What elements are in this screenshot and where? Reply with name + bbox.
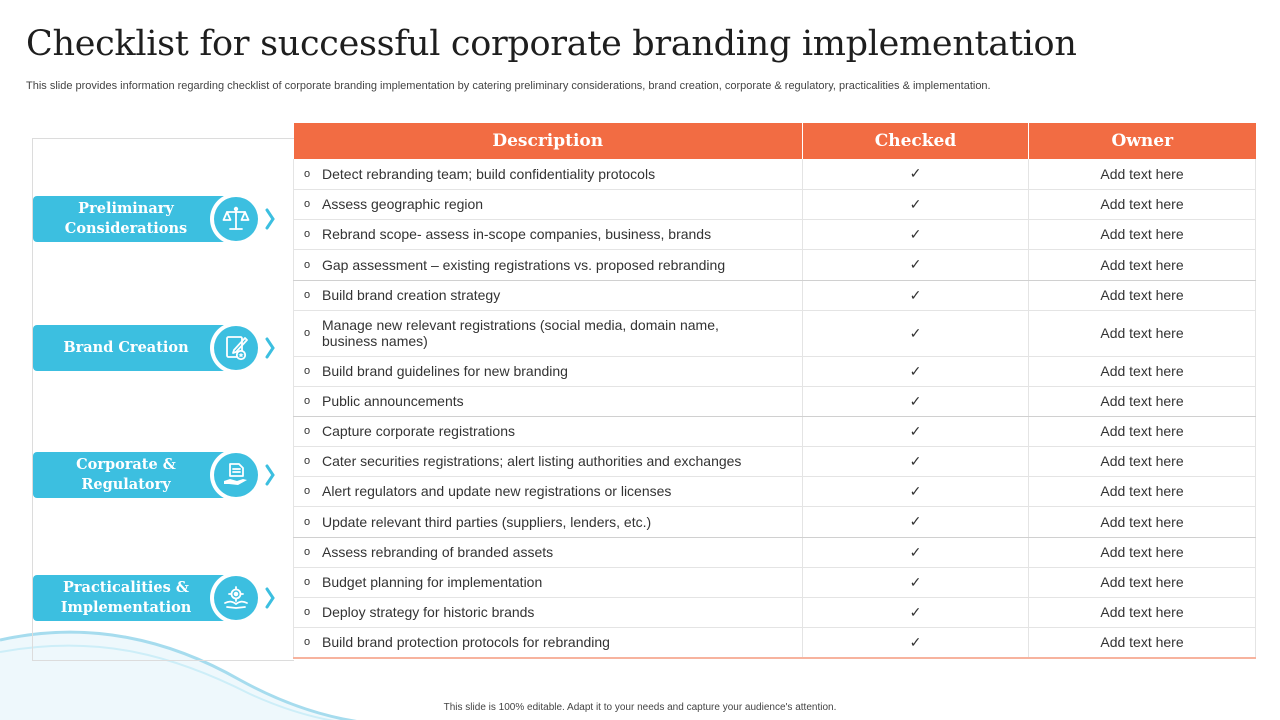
page-title: Checklist for successful corporate branding implementation [26,24,1077,64]
table-row [294,506,1256,537]
row-description: Budget planning for implementation [322,574,543,590]
checkmark-icon: ✓ [803,356,1029,386]
header-checked: Checked [803,123,1029,159]
table-row [294,597,1256,627]
table-row [294,416,1256,446]
row-description: Cater securities registrations; alert listing authorities and exchanges [322,453,742,469]
bullet-icon: o [304,546,311,558]
chevron-right-icon [264,585,276,611]
category-label: Preliminary Considerations [64,200,188,237]
table-row [294,386,1256,416]
bullet-icon: o [304,485,311,497]
bullet-icon: o [304,258,311,271]
row-owner: Add text here [1029,416,1256,446]
bullet-icon: o [304,425,311,437]
checkmark-icon: ✓ [803,597,1029,627]
table-row [294,446,1256,476]
table-row [294,280,1256,310]
row-description: Build brand protection protocols for rebranding [322,634,610,651]
row-owner: Add text here [1029,189,1256,219]
edit-document-icon [214,326,258,370]
bullet-icon: o [304,198,311,210]
checkmark-icon: ✓ [803,567,1029,597]
checkmark-icon: ✓ [803,219,1029,249]
table-row [294,249,1256,280]
category-label: Corporate & Regulatory [76,456,176,493]
bullet-icon: o [304,365,311,377]
table-header-row [294,123,1256,159]
row-description: Rebrand scope- assess in-scope companies, business, brands [322,226,712,242]
gear-hand-icon [214,576,258,620]
checkmark-icon: ✓ [803,446,1029,476]
table-row [294,476,1256,506]
row-description: Assess geographic region [322,196,484,212]
category-label: Practicalities & Implementation [60,579,192,616]
checkmark-icon: ✓ [803,627,1029,658]
footer-note: This slide is 100% editable. Adapt it to your needs and capture your audience's attention. [443,702,837,713]
header-owner: Owner [1029,123,1256,159]
row-owner: Add text here [1029,446,1256,476]
checkmark-icon: ✓ [803,386,1029,416]
checkmark-icon: ✓ [803,506,1029,537]
row-description: Alert regulators and update new registrations or licenses [322,483,672,499]
category-practicalities-implementation [33,572,278,624]
row-owner: Add text here [1029,386,1256,416]
row-description: Public announcements [322,393,464,409]
bullet-icon: o [304,636,311,649]
row-description: Update relevant third parties (suppliers, lenders, etc.) [322,513,652,530]
category-label: Brand Creation [63,339,189,356]
row-owner: Add text here [1029,627,1256,658]
row-owner: Add text here [1029,537,1256,567]
header-description: Description [294,123,803,159]
row-description: Detect rebranding team; build confidentiality protocols [322,165,656,182]
checkmark-icon: ✓ [803,280,1029,310]
category-brand-creation [33,322,278,374]
row-description: Build brand creation strategy [322,287,501,303]
bullet-icon: o [304,327,311,339]
row-owner: Add text here [1029,476,1256,506]
page-subtitle: This slide provides information regarding checklist of corporate branding implementation by catering preliminary considerations, brand creation, corporate & regulatory, practicalities & implementation. [26,80,991,92]
table-row [294,219,1256,249]
checkmark-icon: ✓ [803,189,1029,219]
checkmark-icon: ✓ [803,249,1029,280]
row-description: Manage new relevant registrations (social media, domain name, business names) [322,317,719,349]
bullet-icon: o [304,455,311,467]
table-row [294,159,1256,189]
checkmark-icon: ✓ [803,537,1029,567]
bullet-icon: o [304,167,311,180]
table-row [294,189,1256,219]
category-preliminary-considerations [33,193,278,245]
checkmark-icon: ✓ [803,476,1029,506]
row-owner: Add text here [1029,310,1256,356]
row-owner: Add text here [1029,280,1256,310]
row-description: Build brand guidelines for new branding [322,363,568,379]
table-row [294,537,1256,567]
checkmark-icon: ✓ [803,310,1029,356]
row-owner: Add text here [1029,356,1256,386]
chevron-right-icon [264,335,276,361]
bullet-icon: o [304,515,311,528]
row-description: Capture corporate registrations [322,423,515,439]
checkmark-icon: ✓ [803,416,1029,446]
bullet-icon: o [304,395,311,407]
table-row [294,356,1256,386]
table-row [294,310,1256,356]
row-owner: Add text here [1029,249,1256,280]
row-description: Deploy strategy for historic brands [322,604,535,620]
bullet-icon: o [304,606,311,618]
category-corporate-regulatory [33,449,278,501]
row-owner: Add text here [1029,159,1256,189]
row-owner: Add text here [1029,219,1256,249]
bullet-icon: o [304,576,311,588]
row-description: Gap assessment – existing registrations vs. proposed rebranding [322,256,726,273]
scales-icon [214,197,258,241]
row-description: Assess rebranding of branded assets [322,544,554,560]
bullet-icon: o [304,228,311,240]
checklist-table [293,123,1256,659]
chevron-right-icon [264,462,276,488]
checkmark-icon: ✓ [803,159,1029,189]
table-row [294,627,1256,658]
bullet-icon: o [304,289,311,301]
row-owner: Add text here [1029,597,1256,627]
row-owner: Add text here [1029,567,1256,597]
table-row [294,567,1256,597]
document-hand-icon [214,453,258,497]
row-owner: Add text here [1029,506,1256,537]
chevron-right-icon [264,206,276,232]
